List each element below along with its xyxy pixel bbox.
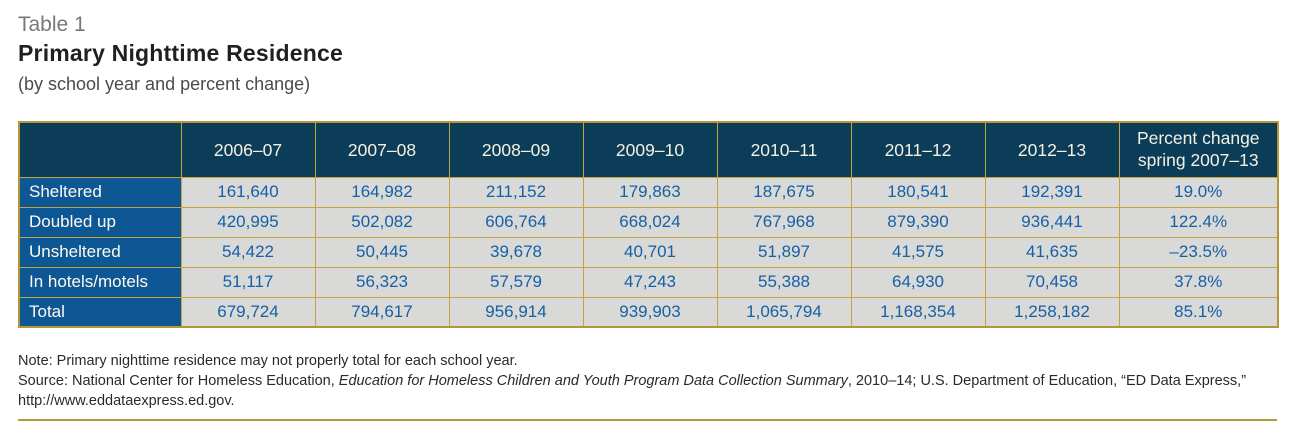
source-text (18, 371, 1277, 391)
data-cell: 420,995 (181, 207, 315, 237)
table-row-hotels-motels (19, 267, 1278, 297)
data-cell: 936,441 (985, 207, 1119, 237)
col-header-2008-09: 2008–09 (449, 122, 583, 177)
percent-cell: 85.1% (1119, 297, 1278, 327)
percent-cell: 122.4% (1119, 207, 1278, 237)
source-prefix: Source: National Center for Homeless Education, (18, 373, 339, 390)
row-label: In hotels/motels (19, 267, 181, 297)
page-subtitle: (by school year and percent change) (18, 73, 311, 94)
percent-cell: –23.5% (1119, 237, 1278, 267)
row-label: Unsheltered (19, 237, 181, 267)
col-header-2007-08: 2007–08 (315, 122, 449, 177)
table-row-doubled-up (19, 207, 1278, 237)
page-title: Primary Nighttime Residence (18, 40, 343, 67)
data-cell: 956,914 (449, 297, 583, 327)
data-cell: 879,390 (851, 207, 985, 237)
data-cell: 41,575 (851, 237, 985, 267)
col-header-2010-11: 2010–11 (717, 122, 851, 177)
table-row-unsheltered (19, 237, 1278, 267)
data-cell: 57,579 (449, 267, 583, 297)
data-cell: 51,117 (181, 267, 315, 297)
data-cell: 211,152 (449, 177, 583, 207)
table-row-total (19, 297, 1278, 327)
col-header-2011-12: 2011–12 (851, 122, 985, 177)
data-cell: 161,640 (181, 177, 315, 207)
data-cell: 56,323 (315, 267, 449, 297)
table-row-sheltered (19, 177, 1278, 207)
data-cell: 54,422 (181, 237, 315, 267)
data-cell: 767,968 (717, 207, 851, 237)
data-cell: 192,391 (985, 177, 1119, 207)
header-row (19, 122, 1278, 177)
footnotes (18, 351, 1277, 411)
source-suffix: , 2010–14; U.S. Department of Education, “ED Data Express,” (847, 373, 1247, 390)
row-label: Doubled up (19, 207, 181, 237)
data-table (18, 121, 1279, 328)
data-cell: 939,903 (583, 297, 717, 327)
percent-cell: 19.0% (1119, 177, 1278, 207)
note-text: Note: Primary nighttime residence may not properly total for each school year. (18, 353, 518, 370)
percent-header-line2: spring 2007–13 (1137, 150, 1259, 171)
percent-header-line1: Percent change (1136, 128, 1260, 149)
row-label: Total (19, 297, 181, 327)
data-cell: 39,678 (449, 237, 583, 267)
bottom-rule (18, 419, 1277, 421)
data-cell: 1,168,354 (851, 297, 985, 327)
data-cell: 679,724 (181, 297, 315, 327)
data-cell: 50,445 (315, 237, 449, 267)
data-cell: 179,863 (583, 177, 717, 207)
source-title-italic: Education for Homeless Children and Youth Program Data Collection Summary (338, 373, 848, 390)
data-cell: 164,982 (315, 177, 449, 207)
data-cell: 55,388 (717, 267, 851, 297)
data-cell: 51,897 (717, 237, 851, 267)
data-cell: 794,617 (315, 297, 449, 327)
percent-cell: 37.8% (1119, 267, 1278, 297)
data-cell: 502,082 (315, 207, 449, 237)
data-cell: 606,764 (449, 207, 583, 237)
table-caption-label: Table 1 (18, 13, 86, 36)
data-cell: 64,930 (851, 267, 985, 297)
source-url: http://www.eddataexpress.ed.gov. (18, 393, 235, 410)
data-cell: 40,701 (583, 237, 717, 267)
col-header-percent-change (1119, 122, 1278, 177)
data-cell: 180,541 (851, 177, 985, 207)
data-cell: 187,675 (717, 177, 851, 207)
col-header-2012-13: 2012–13 (985, 122, 1119, 177)
data-cell: 47,243 (583, 267, 717, 297)
data-cell: 1,065,794 (717, 297, 851, 327)
data-cell: 668,024 (583, 207, 717, 237)
col-header-2006-07: 2006–07 (181, 122, 315, 177)
data-cell: 70,458 (985, 267, 1119, 297)
data-cell: 1,258,182 (985, 297, 1119, 327)
row-label: Sheltered (19, 177, 181, 207)
col-header-2009-10: 2009–10 (583, 122, 717, 177)
data-cell: 41,635 (985, 237, 1119, 267)
corner-cell (19, 122, 181, 177)
